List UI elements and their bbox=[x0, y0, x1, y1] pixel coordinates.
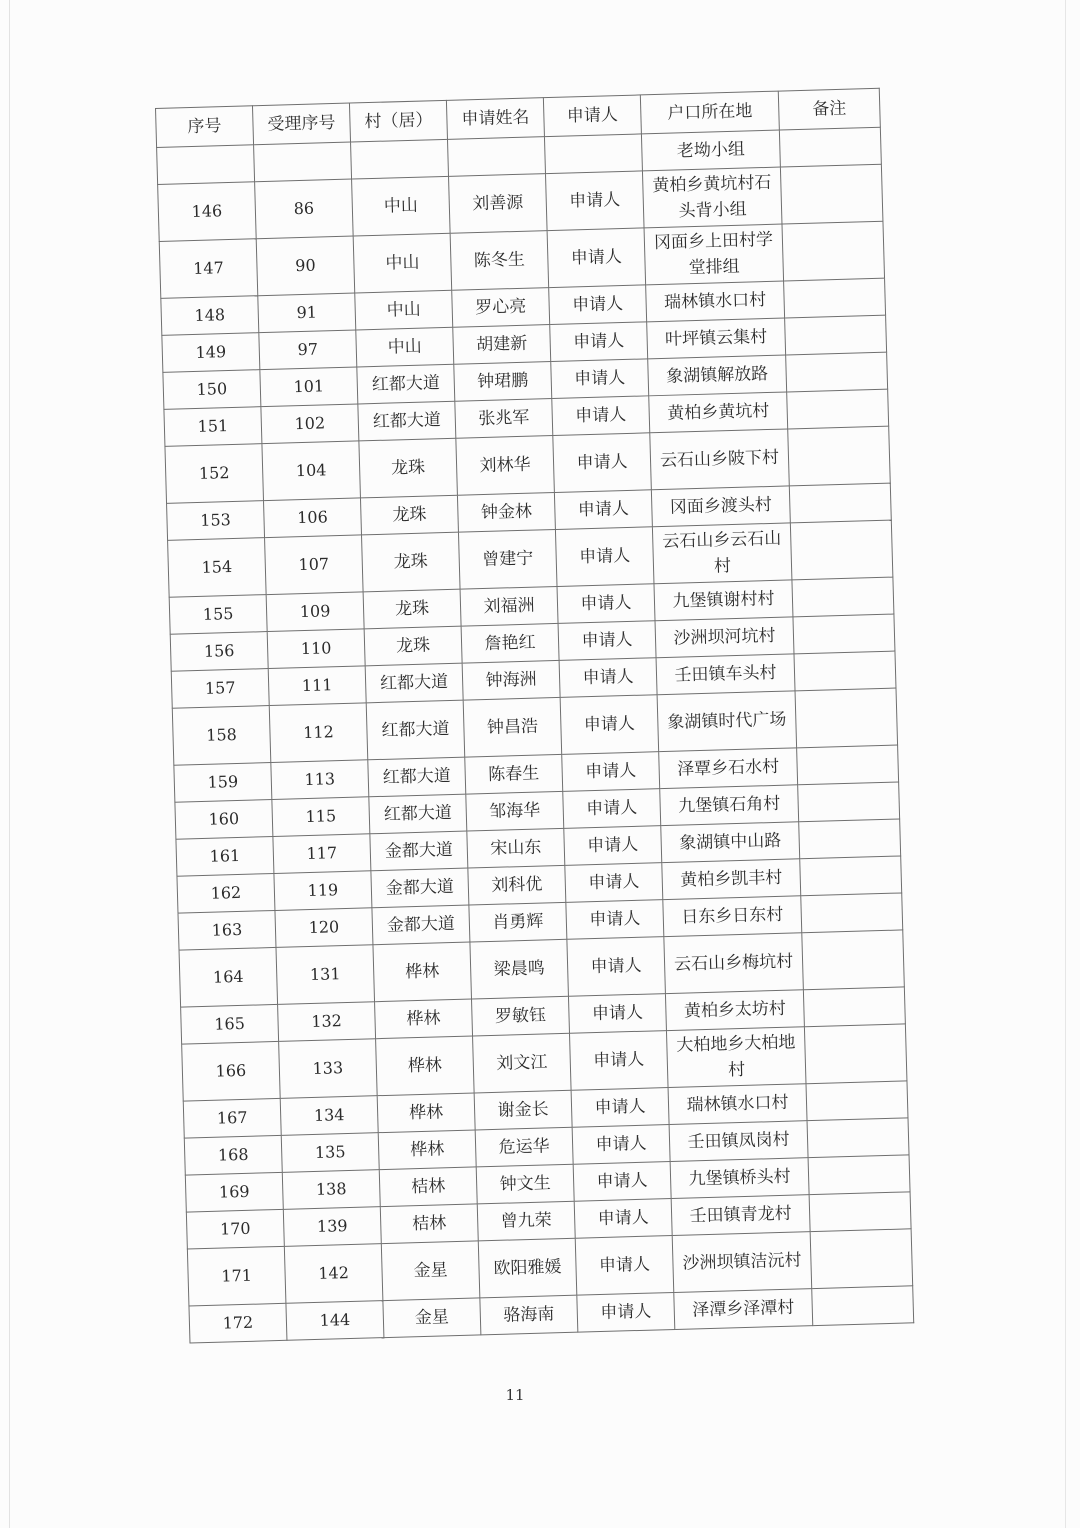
cell-hukou: 云石山乡云石山村 bbox=[652, 523, 792, 584]
cell-hukou: 瑞林镇水口村 bbox=[646, 281, 785, 322]
cell-village: 金星 bbox=[383, 1298, 481, 1338]
cell-name: 刘文江 bbox=[473, 1033, 572, 1093]
cell-village: 龙珠 bbox=[359, 438, 458, 498]
cell-note bbox=[784, 278, 886, 318]
cell-seq: 152 bbox=[165, 444, 264, 504]
cell-note bbox=[809, 1192, 911, 1232]
cell-village: 红都大道 bbox=[358, 401, 456, 441]
cell-note bbox=[801, 893, 903, 933]
cell-acceptance-no: 135 bbox=[281, 1133, 379, 1173]
cell-acceptance-no: 133 bbox=[279, 1039, 378, 1099]
cell-note bbox=[793, 614, 895, 654]
cell-hukou: 九堡镇石角村 bbox=[660, 785, 799, 826]
cell-seq: 160 bbox=[175, 800, 273, 840]
scan-edge-left bbox=[9, 0, 10, 1528]
cell-village: 金都大道 bbox=[372, 905, 470, 945]
cell-acceptance-no: 138 bbox=[282, 1170, 380, 1210]
cell-acceptance-no: 131 bbox=[276, 945, 375, 1005]
cell-village: 桔林 bbox=[379, 1167, 477, 1207]
cell-note bbox=[798, 782, 900, 822]
cell-acceptance-no: 115 bbox=[272, 797, 370, 837]
cell-seq: 166 bbox=[182, 1041, 281, 1101]
cell-note bbox=[797, 745, 899, 785]
cell-hukou: 九堡镇桥头村 bbox=[670, 1158, 809, 1199]
cell-hukou: 壬田镇青龙村 bbox=[671, 1195, 810, 1236]
cell-name: 陈冬生 bbox=[450, 231, 549, 291]
cell-note bbox=[799, 819, 901, 859]
cell-seq: 170 bbox=[186, 1209, 284, 1249]
cell-name: 梁晨鸣 bbox=[470, 939, 569, 999]
cell-note bbox=[795, 688, 898, 748]
cell-name: 危运华 bbox=[475, 1127, 573, 1167]
cell-village: 中山 bbox=[355, 290, 453, 330]
cell-note bbox=[788, 426, 891, 486]
cell-village: 桔林 bbox=[380, 1204, 478, 1244]
cell-note bbox=[810, 1229, 913, 1289]
cell-hukou: 黄柏乡太坊村 bbox=[665, 990, 804, 1031]
cell-hukou: 黄柏乡黄坑村 bbox=[649, 392, 788, 433]
cell-village: 龙珠 bbox=[362, 532, 461, 592]
cell-village: 桦林 bbox=[376, 1036, 475, 1096]
cell-village: 桦林 bbox=[378, 1130, 476, 1170]
cell-role: 申请人 bbox=[557, 584, 655, 624]
cell-note bbox=[812, 1286, 914, 1326]
cell-role: 申请人 bbox=[563, 789, 661, 829]
cell-acceptance-no: 117 bbox=[273, 834, 371, 874]
cell-name: 钟文生 bbox=[476, 1164, 574, 1204]
cell-role bbox=[544, 134, 642, 174]
cell-seq: 156 bbox=[170, 632, 268, 672]
cell-note bbox=[792, 577, 894, 617]
cell-acceptance-no: 104 bbox=[262, 441, 361, 501]
cell-acceptance-no: 109 bbox=[266, 592, 364, 632]
cell-role: 申请人 bbox=[562, 752, 660, 792]
cell-seq: 157 bbox=[171, 669, 269, 709]
cell-role: 申请人 bbox=[569, 1031, 668, 1091]
cell-village: 桦林 bbox=[373, 942, 472, 1002]
cell-name: 肖勇辉 bbox=[469, 902, 567, 942]
cell-acceptance-no: 90 bbox=[256, 236, 355, 296]
cell-name: 胡建新 bbox=[453, 325, 551, 365]
cell-village: 金星 bbox=[381, 1241, 480, 1301]
cell-acceptance-no: 111 bbox=[268, 666, 366, 706]
cell-hukou: 云石山乡梅坑村 bbox=[664, 933, 804, 994]
cell-acceptance-no: 91 bbox=[258, 293, 356, 333]
cell-village: 中山 bbox=[352, 176, 451, 236]
cell-village: 红都大道 bbox=[368, 757, 466, 797]
cell-seq: 148 bbox=[161, 296, 259, 336]
page-number: 11 bbox=[505, 1386, 525, 1404]
cell-seq: 158 bbox=[172, 706, 271, 766]
cell-seq: 149 bbox=[162, 333, 260, 373]
cell-village: 金都大道 bbox=[370, 831, 468, 871]
applicant-table bbox=[155, 88, 914, 1344]
cell-name: 钟珺鹏 bbox=[454, 362, 552, 402]
cell-note bbox=[808, 1155, 910, 1195]
cell-seq: 162 bbox=[177, 873, 275, 913]
cell-role: 申请人 bbox=[558, 621, 656, 661]
cell-hukou: 黄柏乡黄坑村石头背小组 bbox=[642, 167, 782, 228]
cell-seq: 151 bbox=[164, 407, 262, 447]
cell-name: 刘科优 bbox=[468, 865, 566, 905]
cell-village: 龙珠 bbox=[364, 626, 462, 666]
cell-village: 桦林 bbox=[377, 1093, 475, 1133]
cell-role: 申请人 bbox=[572, 1125, 670, 1165]
cell-village: 红都大道 bbox=[357, 364, 455, 404]
cell-acceptance-no: 119 bbox=[274, 871, 372, 911]
cell-seq: 150 bbox=[163, 370, 261, 410]
cell-seq: 164 bbox=[179, 947, 278, 1007]
cell-role: 申请人 bbox=[567, 937, 666, 997]
cell-village: 红都大道 bbox=[365, 663, 463, 703]
cell-role: 申请人 bbox=[564, 826, 662, 866]
cell-role: 申请人 bbox=[565, 863, 663, 903]
cell-acceptance-no: 107 bbox=[265, 535, 364, 595]
cell-village: 金都大道 bbox=[371, 868, 469, 908]
cell-hukou: 象湖镇中山路 bbox=[661, 822, 800, 863]
cell-hukou: 壬田镇凤岗村 bbox=[669, 1121, 808, 1162]
cell-acceptance-no: 97 bbox=[259, 330, 357, 370]
cell-hukou: 沙洲坝河坑村 bbox=[655, 617, 794, 658]
cell-seq: 147 bbox=[159, 239, 258, 299]
cell-hukou: 泽覃乡石水村 bbox=[659, 748, 798, 789]
header-acceptance-no: 受理序号 bbox=[252, 103, 350, 145]
cell-seq: 146 bbox=[158, 182, 257, 242]
scan-edge-right bbox=[1065, 0, 1066, 1528]
cell-role: 申请人 bbox=[568, 994, 666, 1034]
cell-role: 申请人 bbox=[575, 1235, 674, 1295]
cell-role: 申请人 bbox=[577, 1292, 675, 1332]
cell-acceptance-no: 120 bbox=[275, 908, 373, 948]
cell-acceptance-no: 101 bbox=[260, 367, 358, 407]
cell-role: 申请人 bbox=[549, 285, 647, 325]
cell-acceptance-no: 106 bbox=[264, 498, 362, 538]
cell-note bbox=[780, 164, 883, 224]
cell-role: 申请人 bbox=[560, 695, 659, 755]
cell-hukou: 叶坪镇云集村 bbox=[647, 318, 786, 359]
cell-hukou: 大柏地乡大柏地村 bbox=[666, 1027, 806, 1088]
cell-name: 陈春生 bbox=[465, 754, 563, 794]
cell-acceptance-no: 102 bbox=[261, 404, 359, 444]
cell-role: 申请人 bbox=[550, 322, 648, 362]
cell-hukou: 壬田镇车头村 bbox=[656, 654, 795, 695]
cell-role: 申请人 bbox=[552, 396, 650, 436]
cell-role: 申请人 bbox=[573, 1162, 671, 1202]
cell-village: 中山 bbox=[353, 233, 452, 293]
cell-name: 刘善源 bbox=[449, 174, 548, 234]
cell-name: 欧阳雅媛 bbox=[478, 1238, 577, 1298]
header-applicant-name: 申请姓名 bbox=[446, 98, 544, 140]
cell-village bbox=[351, 139, 449, 179]
header-village: 村（居） bbox=[349, 100, 447, 142]
cell-note bbox=[804, 1024, 907, 1084]
cell-name: 宋山东 bbox=[467, 828, 565, 868]
cell-seq: 154 bbox=[168, 538, 267, 598]
cell-role: 申请人 bbox=[554, 490, 652, 530]
cell-note bbox=[790, 520, 893, 580]
cell-name: 曾九荣 bbox=[477, 1201, 575, 1241]
cell-village: 红都大道 bbox=[366, 700, 465, 760]
cell-seq: 172 bbox=[189, 1303, 287, 1343]
cell-seq: 167 bbox=[183, 1098, 281, 1138]
cell-acceptance-no: 113 bbox=[271, 760, 369, 800]
cell-hukou: 象湖镇解放路 bbox=[648, 355, 787, 396]
cell-role: 申请人 bbox=[547, 228, 646, 288]
cell-name: 罗敏钰 bbox=[472, 996, 570, 1036]
cell-village: 龙珠 bbox=[360, 495, 458, 535]
cell-name: 钟海洲 bbox=[462, 660, 560, 700]
cell-role: 申请人 bbox=[571, 1088, 669, 1128]
cell-role: 申请人 bbox=[551, 359, 649, 399]
cell-note bbox=[807, 1118, 909, 1158]
cell-acceptance-no: 134 bbox=[280, 1096, 378, 1136]
cell-seq: 165 bbox=[181, 1004, 279, 1044]
cell-acceptance-no: 142 bbox=[284, 1244, 383, 1304]
cell-name: 邹海华 bbox=[466, 791, 564, 831]
cell-name: 刘福洲 bbox=[460, 586, 558, 626]
cell-role: 申请人 bbox=[559, 658, 657, 698]
cell-village: 中山 bbox=[356, 327, 454, 367]
cell-note bbox=[789, 483, 891, 523]
table-body bbox=[157, 127, 914, 1343]
cell-village: 桦林 bbox=[375, 999, 473, 1039]
cell-name: 刘林华 bbox=[456, 436, 555, 496]
cell-role: 申请人 bbox=[545, 171, 644, 231]
cell-seq: 161 bbox=[176, 836, 274, 876]
cell-note bbox=[802, 930, 905, 990]
cell-note bbox=[779, 127, 881, 167]
cell-role: 申请人 bbox=[574, 1199, 672, 1239]
header-applicant-role: 申请人 bbox=[543, 95, 641, 137]
cell-hukou: 沙洲坝镇洁沅村 bbox=[672, 1232, 812, 1293]
cell-acceptance-no: 110 bbox=[267, 629, 365, 669]
cell-seq bbox=[157, 145, 255, 185]
cell-acceptance-no: 144 bbox=[286, 1301, 384, 1341]
cell-role: 申请人 bbox=[566, 900, 664, 940]
cell-note bbox=[806, 1081, 908, 1121]
cell-name: 张兆军 bbox=[455, 399, 553, 439]
cell-village: 红都大道 bbox=[369, 794, 467, 834]
cell-hukou: 冈面乡渡头村 bbox=[651, 486, 790, 527]
cell-acceptance-no: 112 bbox=[269, 703, 368, 763]
cell-hukou: 瑞林镇水口村 bbox=[668, 1084, 807, 1125]
cell-note bbox=[794, 651, 896, 691]
header-note: 备注 bbox=[778, 88, 880, 130]
cell-hukou: 日东乡日东村 bbox=[663, 896, 802, 937]
cell-seq: 168 bbox=[184, 1135, 282, 1175]
cell-name: 曾建宁 bbox=[458, 529, 557, 589]
cell-hukou: 象湖镇时代广场 bbox=[657, 691, 797, 752]
cell-name: 钟昌浩 bbox=[463, 697, 562, 757]
cell-seq: 163 bbox=[178, 910, 276, 950]
cell-hukou: 冈面乡上田村学堂排组 bbox=[644, 224, 784, 285]
cell-name bbox=[447, 137, 545, 177]
cell-acceptance-no bbox=[254, 142, 352, 182]
cell-hukou: 九堡镇谢村村 bbox=[654, 580, 793, 621]
cell-name: 詹艳红 bbox=[461, 623, 559, 663]
cell-acceptance-no: 139 bbox=[283, 1207, 381, 1247]
cell-name: 罗心亮 bbox=[452, 288, 550, 328]
cell-name: 谢金长 bbox=[474, 1090, 572, 1130]
cell-name: 骆海南 bbox=[480, 1295, 578, 1335]
cell-note bbox=[803, 987, 905, 1027]
cell-village: 龙珠 bbox=[363, 589, 461, 629]
cell-note bbox=[785, 315, 887, 355]
cell-note bbox=[786, 352, 888, 392]
cell-acceptance-no: 86 bbox=[255, 179, 354, 239]
cell-name: 钟金林 bbox=[457, 492, 555, 532]
cell-hukou: 泽潭乡泽潭村 bbox=[674, 1289, 813, 1330]
cell-acceptance-no: 132 bbox=[278, 1002, 376, 1042]
cell-role: 申请人 bbox=[555, 527, 654, 587]
cell-note bbox=[782, 221, 885, 281]
cell-hukou: 黄柏乡凯丰村 bbox=[662, 859, 801, 900]
header-seq: 序号 bbox=[156, 106, 254, 148]
cell-hukou: 老坳小组 bbox=[641, 130, 780, 171]
applicant-table-container bbox=[155, 88, 913, 1344]
cell-seq: 171 bbox=[187, 1246, 286, 1306]
cell-note bbox=[800, 856, 902, 896]
cell-role: 申请人 bbox=[553, 433, 652, 493]
cell-seq: 159 bbox=[174, 763, 272, 803]
cell-seq: 153 bbox=[167, 501, 265, 541]
cell-seq: 169 bbox=[185, 1172, 283, 1212]
cell-seq: 155 bbox=[169, 595, 267, 635]
header-hukou: 户口所在地 bbox=[640, 91, 779, 134]
cell-hukou: 云石山乡陂下村 bbox=[650, 429, 790, 490]
cell-note bbox=[787, 389, 889, 429]
